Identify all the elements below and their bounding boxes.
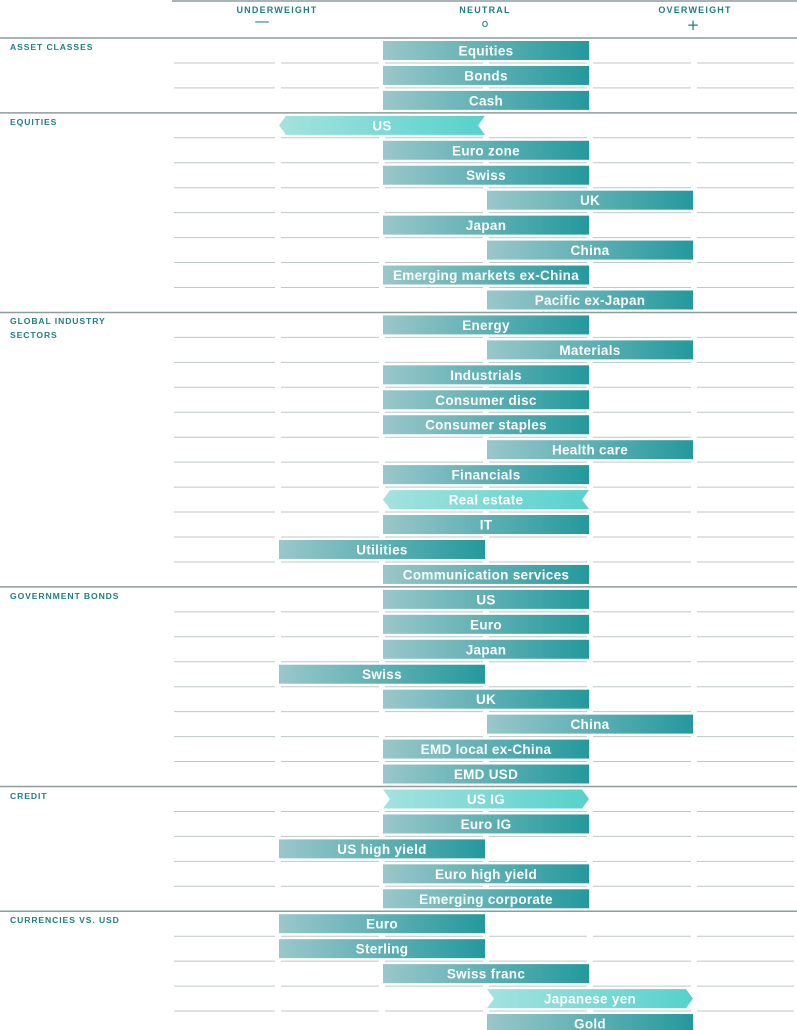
bar-global-industry-sectors-health-care (487, 440, 693, 459)
bar-global-industry-sectors-financials (383, 465, 589, 484)
bar-global-industry-sectors-utilities (279, 540, 485, 559)
bar-asset-classes-cash (383, 91, 589, 110)
bar-label: Sterling (355, 941, 409, 957)
bar-label: US high yield (337, 841, 427, 857)
bar-label: EMD USD (453, 767, 519, 783)
bar-label: Swiss (466, 168, 506, 184)
bar-equities-emerging-markets-ex-china (383, 266, 589, 285)
bar-label: Emerging corporate (419, 891, 553, 907)
bar-equities-swiss (383, 166, 589, 185)
bar-label: UK (579, 193, 601, 209)
bar-label: Real estate (448, 492, 524, 508)
bar-label: Swiss (362, 667, 402, 683)
bar-currencies-vs-usd-sterling (279, 939, 485, 958)
bar-label: Utilities (356, 542, 408, 558)
bar-credit-us-high-yield (279, 839, 485, 858)
bar-label: Communication services (402, 567, 570, 583)
bar-label: Emerging markets ex-China (392, 268, 580, 284)
bar-label: US IG (466, 791, 506, 807)
bar-global-industry-sectors-consumer-staples (383, 415, 589, 434)
bar-global-industry-sectors-it (383, 515, 589, 534)
bar-label: Cash (468, 93, 504, 109)
bar-government-bonds-swiss (279, 665, 485, 684)
bar-label: China (570, 243, 610, 259)
bar-government-bonds-euro (383, 615, 589, 634)
bar-equities-pacific-ex-japan (487, 290, 693, 309)
bar-label: Euro (470, 617, 502, 633)
bar-currencies-vs-usd-swiss-franc (383, 964, 589, 983)
bar-credit-emerging-corporate (383, 889, 589, 908)
neutral-symbol: o (481, 17, 489, 30)
bar-credit-euro-high-yield (383, 864, 589, 883)
bar-government-bonds-uk (383, 690, 589, 709)
bar-label: Euro IG (460, 816, 512, 832)
section-label: CURRENCIES VS. USD (10, 915, 120, 926)
section-label: GLOBAL INDUSTRY SECTORS (10, 316, 106, 341)
bar-currencies-vs-usd-gold (487, 1014, 693, 1030)
bar-label: Financials (451, 467, 521, 483)
underweight-header: UNDERWEIGHT (236, 5, 318, 15)
bar-label: UK (475, 692, 497, 708)
bar-label: Energy (462, 317, 510, 333)
bar-government-bonds-emd-usd (383, 765, 589, 784)
bar-equities-japan (383, 216, 589, 235)
bar-currencies-vs-usd-euro (279, 914, 485, 933)
bar-equities-uk (487, 191, 693, 210)
bar-equities-china (487, 241, 693, 260)
bar-asset-classes-bonds (383, 66, 589, 85)
bar-government-bonds-us (383, 590, 589, 609)
bar-label: IT (479, 517, 493, 533)
bar-label: Health care (551, 442, 629, 458)
bar-label: Materials (559, 342, 621, 358)
bar-government-bonds-japan (383, 640, 589, 659)
bar-label: US (372, 118, 392, 134)
bar-asset-classes-equities (383, 41, 589, 60)
bar-label: Equities (458, 43, 514, 59)
bar-currencies-vs-usd-japanese-yen (487, 989, 693, 1008)
bar-label: Bonds (464, 68, 508, 84)
bar-label: Euro zone (452, 143, 520, 159)
bar-label: Euro high yield (434, 866, 538, 882)
bar-global-industry-sectors-energy (383, 315, 589, 334)
section-label: GOVERNMENT BONDS (10, 590, 120, 601)
bar-government-bonds-emd-local-ex-china (383, 740, 589, 759)
bar-label: US (476, 592, 496, 608)
bar-equities-euro-zone (383, 141, 589, 160)
bar-global-industry-sectors-consumer-disc (383, 390, 589, 409)
bar-label: EMD local ex-China (420, 742, 552, 758)
overweight-header: OVERWEIGHT (658, 5, 732, 15)
bar-label: Swiss franc (446, 966, 526, 982)
bar-global-industry-sectors-industrials (383, 365, 589, 384)
bar-label: Gold (574, 1016, 606, 1030)
bar-label: Japanese yen (543, 991, 637, 1007)
bar-equities-us (279, 116, 485, 135)
neutral-header: NEUTRAL (459, 5, 511, 15)
overweight-symbol: + (686, 16, 700, 34)
section-label: EQUITIES (10, 116, 58, 127)
bar-credit-us-ig (383, 789, 589, 808)
bar-label: China (570, 717, 610, 733)
bar-label: Euro (366, 916, 398, 932)
bar-government-bonds-china (487, 715, 693, 734)
bar-global-industry-sectors-materials (487, 340, 693, 359)
bar-credit-euro-ig (383, 814, 589, 833)
underweight-symbol: — (254, 12, 270, 30)
bar-global-industry-sectors-communication-services (383, 565, 589, 584)
bar-label: Consumer staples (425, 417, 547, 433)
bar-label: Consumer disc (435, 392, 537, 408)
section-label: CREDIT (10, 790, 48, 801)
bar-global-industry-sectors-real-estate (383, 490, 589, 509)
section-label: ASSET CLASSES (10, 42, 94, 52)
bar-label: Industrials (450, 367, 522, 383)
bar-label: Japan (465, 218, 507, 234)
bar-label: Pacific ex-Japan (534, 292, 646, 308)
bar-label: Japan (465, 642, 507, 658)
